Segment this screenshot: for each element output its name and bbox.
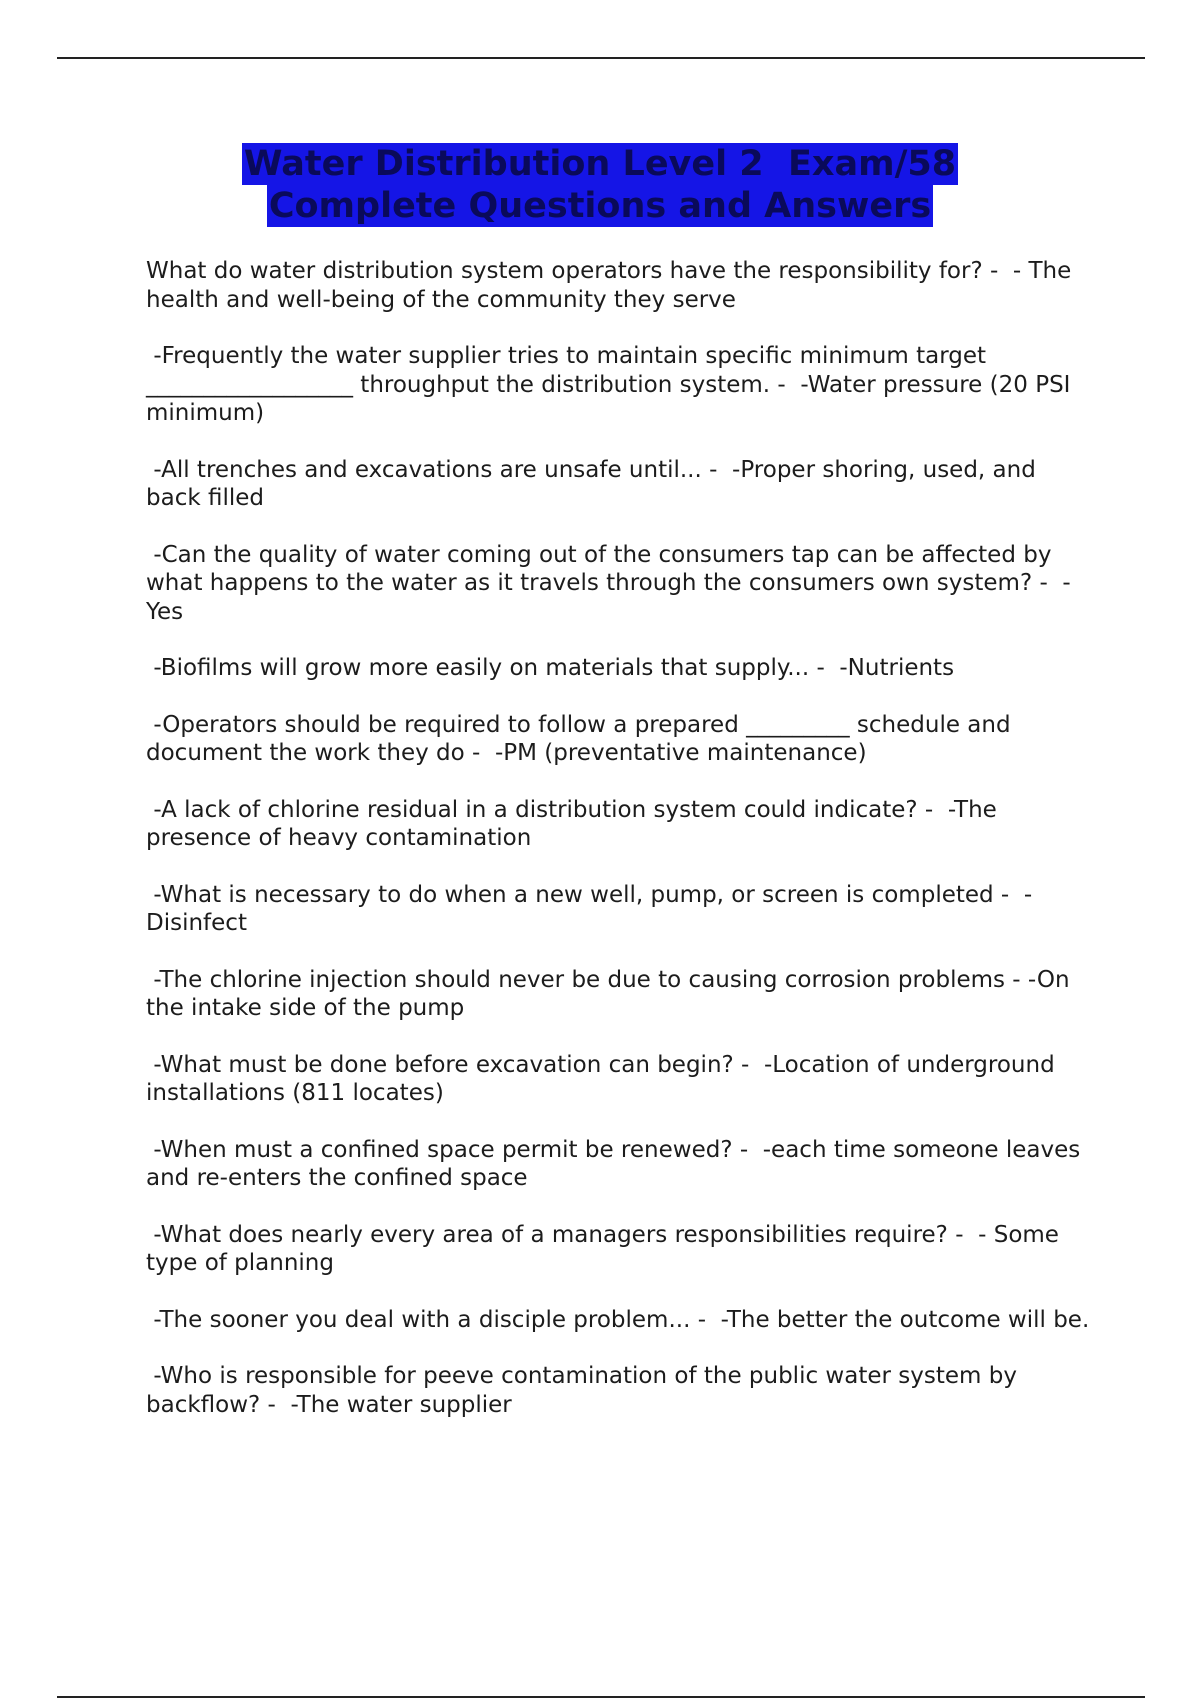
title-line-1: Water Distribution Level 2 Exam/58 <box>243 144 957 184</box>
qa-item: -A lack of chlorine residual in a distribution system could indicate? - -The presence of heavy contamination <box>146 796 1005 851</box>
qa-item: -Who is responsible for peeve contamination of the public water system by backflow? - -The water supplier <box>146 1363 1025 1418</box>
qa-item: What do water distribution system operators have the responsibility for? - - The health and well-being of the community they serve <box>146 258 1079 313</box>
top-rule <box>57 57 1145 59</box>
qa-item: -When must a confined space permit be renewed? - -each time someone leaves and re-enters the confined space <box>146 1136 1088 1191</box>
qa-item: -All trenches and excavations are unsafe until... - -Proper shoring, used, and back filled <box>146 456 1044 511</box>
qa-item: -Biofilms will grow more easily on materials that supply... - -Nutrients <box>146 655 955 681</box>
qa-item: -Can the quality of water coming out of the consumers tap can be affected by what happens to the water as it travels through the consumers own system? - -Yes <box>146 541 1071 625</box>
bottom-rule <box>57 1696 1145 1698</box>
qa-item: -What must be done before excavation can begin? - -Location of underground installations (811 locates) <box>146 1051 1062 1106</box>
document-title <box>0 143 1200 227</box>
qa-item: -The sooner you deal with a disciple problem... - -The better the outcome will be. <box>146 1306 1090 1333</box>
qa-item: -What is necessary to do when a new well, pump, or screen is completed - - Disinfect <box>146 881 1040 936</box>
title-line-2: Complete Questions and Answers <box>268 186 932 226</box>
qa-item: -The chlorine injection should never be due to causing corrosion problems - -On the intake side of the pump <box>146 966 1077 1021</box>
qa-list <box>146 257 1096 1447</box>
qa-item: -What does nearly every area of a managers responsibilities require? - - Some type of planning <box>146 1221 1067 1276</box>
qa-item: -Operators should be required to follow a prepared _________ schedule and document the work they do - -PM (preventative maintenance) <box>146 711 1018 766</box>
qa-item: -Frequently the water supplier tries to maintain specific minimum target __________________ throughput the distribution system. - -Water pressure (20 PSI minimum) <box>146 343 1078 426</box>
